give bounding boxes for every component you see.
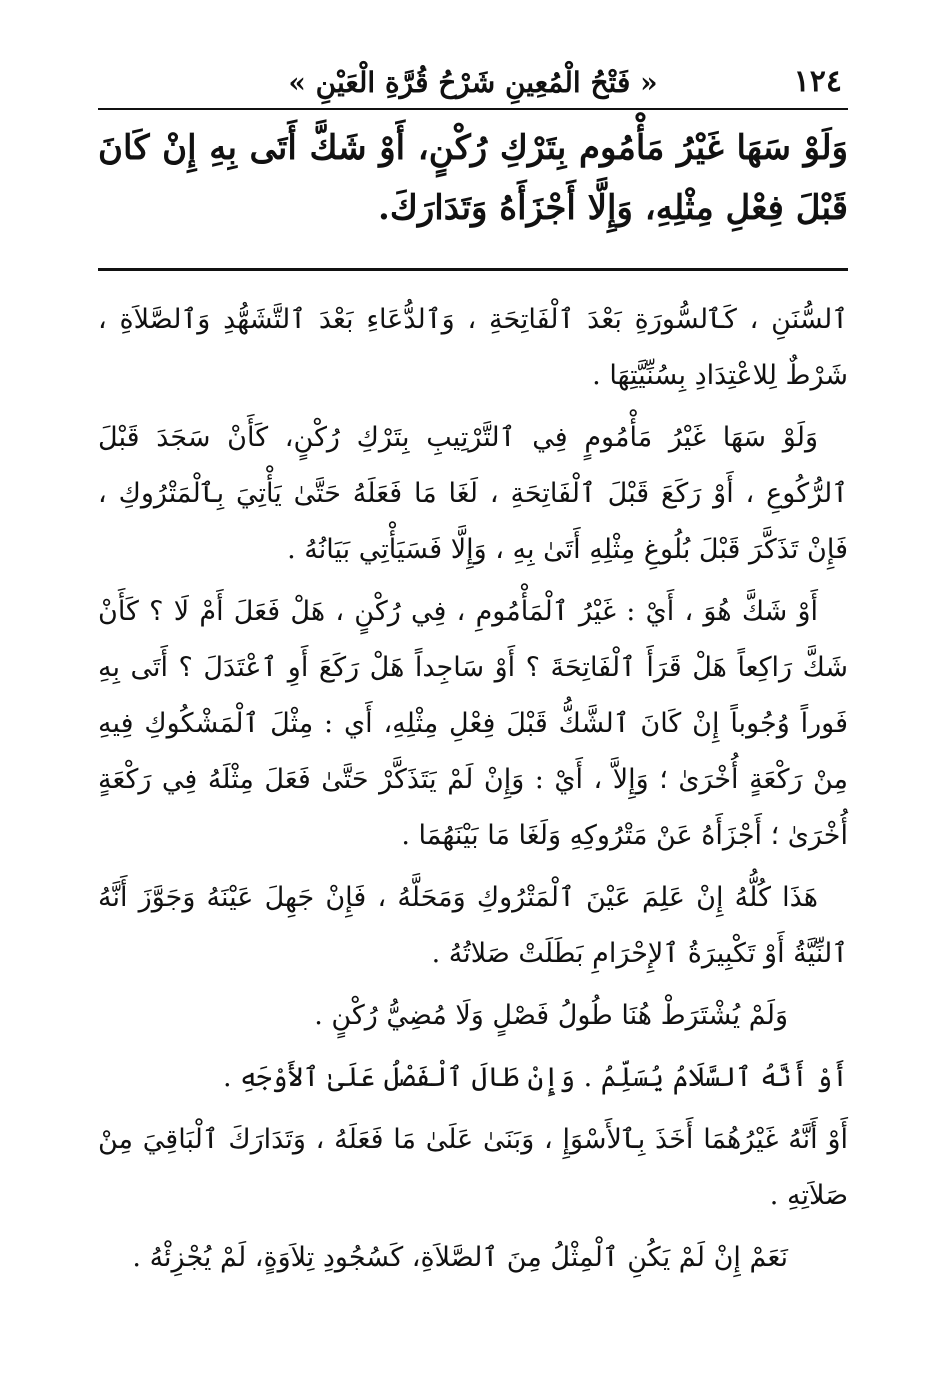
sharh-paragraph: وَلَوْ سَهَا غَيْرُ مَأْمُومٍ فِي ٱلتَّرْتِيبِ بِتَرْكِ رُكْنٍ، كَأَنْ سَجَدَ قَبْلَ ٱلرُّكُوعِ ، أَوْ رَكَعَ قَبْلَ ٱلْفَاتِحَةِ ، لَغَا مَا فَعَلَهُ حَتَّىٰ يَأْتِيَ بِٱلْمَتْرُوكِ ، فَإِنْ تَذَكَّرَ قَبْلَ بُلُوغِ مِثْلِهِ أَتَىٰ بِهِ ، وَإِلَّا فَسَيَأْتِي بَيَانُهُ . (98, 422, 848, 565)
sharh-paragraph: أَوْ أَنَّهُ ٱلسَّلَامُ يُسَلِّمُ . وَإِنْ طَالَ ٱلْفَصْلُ عَلَىٰ ٱلأَوْجَهِ . (222, 1062, 848, 1093)
sharh-commentary (98, 292, 848, 1292)
page-number: ١٢٤ (793, 64, 842, 99)
sharh-paragraph: أَوْ شَكَّ هُوَ ، أَيْ : غَيْرُ ٱلْمَأْمُومِ ، فِي رُكْنٍ ، هَلْ فَعَلَ أَمْ لَا ؟ كَأَنْ شَكَّ رَاكِعاً هَلْ قَرَأَ ٱلْفَاتِحَةَ ؟ أَوْ سَاجِداً هَلْ رَكَعَ أَوِ ٱعْتَدَلَ ؟ أَتَى بِهِ فَوراً وُجُوباً إِنْ كَانَ ٱلشَّكُّ قَبْلَ فِعْلِ مِثْلِهِ، أَي : مِثْلَ ٱلْمَشْكُوكِ فِيهِ مِنْ رَكْعَةٍ أُخْرَىٰ ؛ وَإِلاَّ ، أَيْ : وَإِنْ لَمْ يَتَذَكَّرْ حَتَّىٰ فَعَلَ مِثْلَهُ فِي رَكْعَةٍ أُخْرَىٰ ؛ أَجْزَأَهُ عَنْ مَتْرُوكِهِ وَلَغَا مَا بَيْنَهُمَا . (98, 596, 848, 851)
sharh-paragraph: أَوْ أَنَّهُ غَيْرُهُمَا أَخَذَ بِٱلأَسْوَإِ ، وَبَنَىٰ عَلَىٰ مَا فَعَلَهُ ، وَتَدَارَكَ ٱلْبَاقِيَ مِنْ صَلاَتِهِ . (98, 1124, 848, 1211)
sharh-paragraph: نَعَمْ إِنْ لَمْ يَكُنِ ٱلْمِثْلُ مِنَ ٱلصَّلاَةِ، كَسُجُودِ تِلاَوَةٍ، لَمْ يُجْزِئْهُ . (132, 1242, 788, 1273)
matn-text: وَلَوْ سَهَا غَيْرُ مَأْمُوم بِتَرْكِ رُكْنٍ، أَوْ شَكَّ أَتَى بِهِ إِنْ كَانَ قَبْلَ فِعْلِ مِثْلِهِ، وَإِلَّا أَجْزَأَهُ وَتَدَارَكَ. (98, 128, 848, 228)
header-divider (98, 108, 848, 110)
sharh-paragraph: وَلَمْ يُشْتَرَطْ هُنَا طُولُ فَصْلٍ وَلَا مُضِيُّ رُكْنٍ . (314, 1000, 788, 1031)
matn-sharh-divider (98, 268, 848, 271)
running-title: « فَتْحُ الْمُعِينِ شَرْحُ قُرَّةِ الْعَيْنِ » (288, 66, 658, 99)
sharh-paragraph: هَذَا كُلُّهُ إِنْ عَلِمَ عَيْنَ ٱلْمَتْرُوكِ وَمَحَلَّهُ ، فَإِنْ جَهِلَ عَيْنَهُ وَجَوَّزَ أَنَّهُ ٱلنِّيَّةُ أَوْ تَكْبِيرَةُ ٱلإِحْرَامِ بَطَلَتْ صَلاتُهُ . (98, 882, 848, 969)
page-header (98, 58, 848, 102)
sharh-paragraph: ٱلسُّنَنِ ، كَٱلسُّورَةِ بَعْدَ ٱلْفَاتِحَةِ ، وَٱلدُّعَاءِ بَعْدَ ٱلتَّشَهُّدِ وَٱلصَّلاَةِ ، شَرْطٌ لِلاعْتِدَادِ بِسُنِّيَّتِهَا . (98, 304, 848, 391)
